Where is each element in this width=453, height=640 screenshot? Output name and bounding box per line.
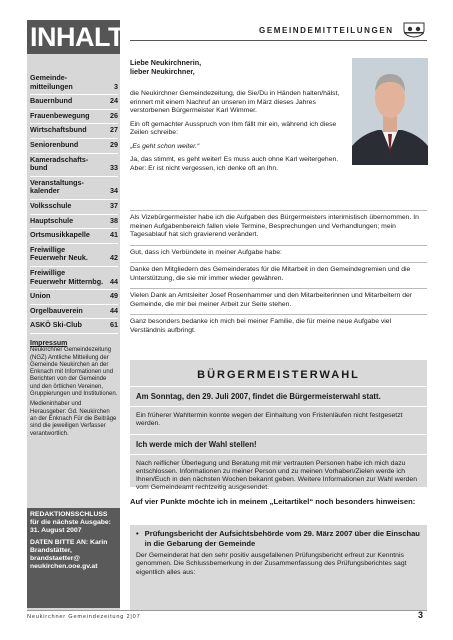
coat-of-arms-icon [402,22,426,38]
toc-page: 42 [110,253,118,263]
page-number: 3 [418,610,424,620]
impressum-text: Neukirchner Gemeindezeitung (NGZ) Amtliche Mitteilung der Gemeinde Neukirchen an der Enknach mit Informationen und Berichten von der Gemeinde und den örtlichen Vereinen, Gruppierungen und Institutionen. [30,347,118,398]
toc-page: 24 [110,96,118,106]
toc-page: 38 [110,215,118,225]
impressum [30,340,118,441]
toc-item[interactable] [30,305,118,320]
toc-item[interactable] [30,267,118,290]
leitartikel-intro: Auf vier Punkte möchte ich in meinem „Leitartikel“ noch besonders hinweisen: [130,497,416,506]
toc-item[interactable] [30,95,118,110]
quote: „Es geht schon weiter.“ [130,142,200,150]
paragraph: Gut, dass ich Verbündete in meiner Aufgabe habe: [130,245,427,258]
toc-page: 29 [110,139,118,149]
section-header: GEMEINDEMITTEILUNGEN [259,26,394,35]
toc-label: Seniorenbund [30,139,79,149]
divider [130,386,427,387]
paragraph: Vielen Dank an Amtsleiter Josef Rosenhammer und den Mitarbeiterinnen und Mitarbeitern der Gemeinde, die mir bei meiner Arbeit zur Seite stehen. [130,288,427,309]
footer-text: Neukirchner Gemeindezeitung 2|07 [27,614,141,620]
pruef-heading-row [130,525,427,548]
redaktion-box [27,508,120,608]
toc-label: Orgelbauverein [30,305,83,315]
toc-item[interactable] [30,124,118,139]
toc-page: 26 [110,110,118,120]
wahl-text: Ein früherer Wahltermin konnte wegen der Einhaltung von Fristenläufen nicht festgesetzt werden. [136,412,403,428]
toc-label: Hauptschule [30,215,74,225]
toc-item[interactable] [30,319,118,334]
toc-item[interactable] [30,72,118,95]
toc-label: Union [30,291,51,301]
toc-page: 37 [110,200,118,210]
toc-item[interactable] [30,110,118,125]
paragraph: Ganz besonders bedanke ich mich bei meiner Familie, die für meine neue Aufgabe viel Verständnis aufbringt. [130,314,427,335]
paragraph: die Neukirchner Gemeindezeitung, die Sie/Du in Händen halten/hälst, erinnert mit einem Nachruf an unseren im März dieses Jahres verstorbenen Bürgermeister Karl Wimmer. [130,90,340,114]
toc-page: 27 [110,125,118,135]
impressum-publisher: Medieninhaber und Herausgeber: Gd. Neukirchen an der Enknach Für die Beiträge sind die jeweiligen Verfasser verantwortlich. [30,401,117,437]
wahl-title: BÜRGERMEISTERWAHL [197,369,360,381]
toc-label: Kameradschafts- bund [30,154,89,173]
toc-item[interactable] [30,200,118,215]
toc-item[interactable] [30,215,118,230]
letter-intro [130,90,340,178]
toc-label: Freiwillige Feuerwehr Mitternbg. [30,267,104,286]
letter-body [130,210,427,340]
mayor-portrait [352,58,428,165]
toc-label: Volksschule [30,200,72,210]
sidebar-title: INHALT [27,20,120,54]
toc-label: Bauernbund [30,96,73,106]
toc-page: 3 [114,81,118,91]
toc-item[interactable] [30,229,118,244]
toc-page: 49 [110,291,118,301]
daten-contact: DATEN BITTE AN: Karin Brandstätter, brandstaetter@ neukirchen.ooe.gv.at [30,539,108,570]
bullet: • [136,529,139,538]
divider [130,454,427,455]
divider [130,406,427,407]
toc-label: Gemeinde- mitteilungen [30,73,73,91]
table-of-contents [30,72,118,334]
toc-label: Frauenbewegung [30,110,90,120]
toc-item[interactable] [30,139,118,154]
header-rule [130,40,427,41]
paragraph: Ja, das stimmt, es geht weiter! Es muss auch ohne Karl weitergehen. Aber: Er ist nicht vergessen, ich denke oft an Ihn. [130,156,339,172]
buergermeisterwahl-box [130,360,427,492]
toc-page: 41 [110,230,118,240]
redaktionsschluss: REDAKTIONSSCHLUSS für die nächste Ausgabe: 31. August 2007 [30,511,111,534]
wahl-lead: Am Sonntag, den 29. Juli 2007, findet die Bürgermeisterwahl statt. [136,392,381,401]
toc-page: 34 [110,186,118,196]
toc-page: 44 [110,276,118,286]
toc-page: 33 [110,163,118,173]
toc-label: Veranstaltungs- kalender [30,177,84,196]
toc-label: Freiwillige Feuerwehr Neuk. [30,244,88,263]
greeting: Liebe Neukirchnerin, lieber Neukirchner, [130,58,202,76]
wahl-details: Nach reiflicher Überlegung und Beratung mit mir vertrauten Personen habe ich mich dazu entschlossen. Informationen zu meiner Person und zu meinen Vorhaben/Zielen werde ich Ihnen/Euch in den nächsten Wochen bekannt geben. Weitere Informationen zur Wahl werden vom Gemeindeamt rechtzeitig ausgesendet. [136,459,417,492]
pruef-heading: Prüfungsbericht der Aufsichtsbehörde vom 29. März 2007 über die Einschau in die Gebarung der Gemeinde [144,529,420,548]
toc-page: 44 [110,305,118,315]
paragraph: Als Vizebürgermeister habe ich die Aufgaben des Bürgermeisters interimistisch übernommen. In meinen Aufgabenbereich fallen viele Termine, Besprechungen und Verhandlungen; mein Tagesablauf hat sich gravierend verändert. [130,210,427,240]
paragraph: Ein oft gemachter Ausspruch von Ihm fällt mir ein, während ich diese Zeilen schreibe: [130,120,337,136]
wahl-statement: Ich werde mich der Wahl stellen! [136,439,257,449]
impressum-title: Impressum [30,340,68,347]
toc-label: ASKÖ Ski-Club [30,320,82,330]
toc-item[interactable] [30,244,118,267]
pruef-text: Der Gemeinderat hat den sehr positiv ausgefallenen Prüfungsbericht erfreut zur Kenntnis genommen. Die Schlussbemerkung in der Zusammenfassung des Prüfungsberichtes sagt eigentlich alles aus: [136,552,407,576]
toc-item[interactable] [30,177,118,200]
toc-item[interactable] [30,290,118,305]
toc-label: Wirtschaftsbund [30,125,87,135]
toc-label: Ortsmusikkapelle [30,230,90,240]
footer-rule [27,610,427,611]
toc-page: 61 [110,320,118,330]
paragraph: Danke den Mitgliedern des Gemeinderates für die Mitarbeit in den Gemeindegremien und die Unterstützung, die sie mir immer wieder gewähren. [130,262,427,283]
divider [130,434,427,435]
pruefungsbericht-box [130,525,427,610]
toc-item[interactable] [30,154,118,177]
